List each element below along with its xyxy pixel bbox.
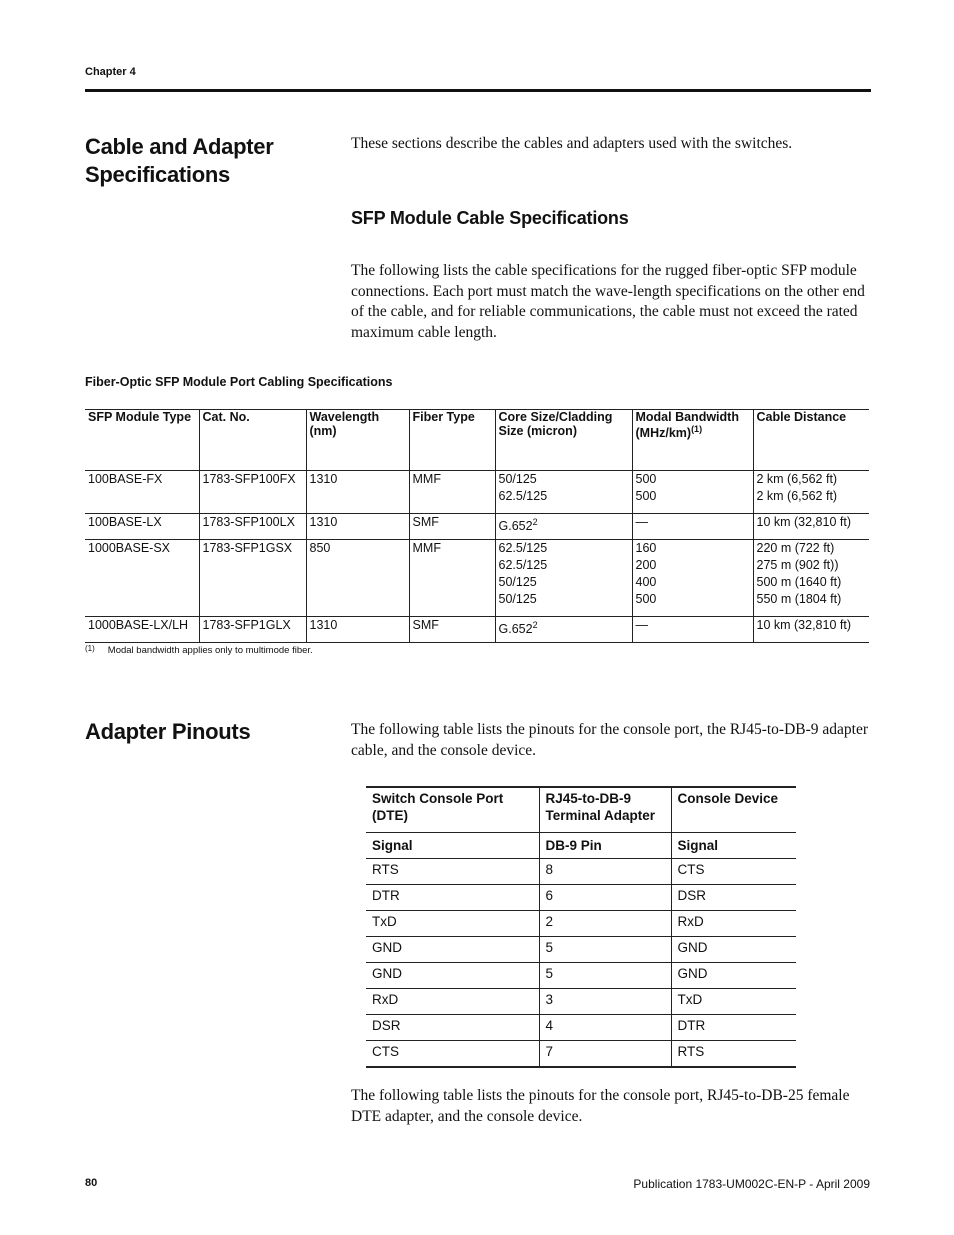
cell-line: 275 m (902 ft)): [756, 558, 839, 572]
table-cell: TxD: [366, 911, 539, 937]
cell-line: 50/125: [498, 575, 537, 589]
table-cell: GND: [671, 937, 796, 963]
subheader-signal: Signal: [366, 833, 539, 859]
col-header-fiber-type: Fiber Type: [409, 410, 495, 471]
col-header-switch-console: Switch Console Port (DTE): [366, 787, 539, 833]
section-intro: These sections describe the cables and adapters used with the switches.: [351, 135, 793, 152]
table-cell: 1000BASE-LX/LH: [85, 617, 199, 643]
cell-line: 2 km (6,562 ft): [756, 472, 838, 486]
cell-line: 550 m (1804 ft): [756, 592, 842, 606]
cell-line: 400: [635, 575, 657, 589]
table-cell: DTR: [366, 885, 539, 911]
table-cell: [632, 514, 753, 540]
col-header-adapter: RJ45-to-DB-9 Terminal Adapter: [539, 787, 671, 833]
header-rule: [85, 89, 871, 92]
pinout-header-row: [366, 787, 796, 833]
col-header-sfp-type: SFP Module Type: [85, 410, 199, 471]
subheader-db9-pin: DB-9 Pin: [539, 833, 671, 859]
sfp-table-header-row: [85, 410, 869, 471]
col-header-core-size: Core Size/Cladding Size (micron): [495, 410, 632, 471]
table-cell: 1310: [306, 471, 409, 514]
cell-line: 500: [635, 472, 657, 486]
section-title-adapter-pinouts: Adapter Pinouts: [85, 719, 251, 744]
table-cell: SMF: [409, 514, 495, 540]
table-row: [366, 911, 796, 937]
table-cell: [632, 471, 753, 514]
section-title-cable-adapter: Cable and Adapter Specifications: [85, 134, 274, 187]
table-cell: 1310: [306, 617, 409, 643]
cell-line: 500 m (1640 ft): [756, 575, 842, 589]
table-row: [366, 1041, 796, 1068]
table-cell: 1000BASE-SX: [85, 540, 199, 617]
db25-paragraph: The following table lists the pinouts for the console port, RJ45-to-DB-25 female DTE adapter, and the console device.: [351, 1087, 850, 1125]
table-cell: RTS: [671, 1041, 796, 1068]
table-cell: 3: [539, 989, 671, 1015]
db9-pinout-table: [366, 786, 796, 1068]
table-cell: CTS: [366, 1041, 539, 1068]
cell-line: 500: [635, 489, 657, 503]
table-cell: RxD: [366, 989, 539, 1015]
table-cell: GND: [366, 937, 539, 963]
footnote-ref: 2: [532, 517, 538, 527]
cell-line: 200: [635, 558, 657, 572]
table-cell: RTS: [366, 859, 539, 885]
table-cell: 1783-SFP100FX: [199, 471, 306, 514]
table-row: [85, 540, 869, 617]
cell-line: —: [635, 515, 648, 529]
subsection-title-sfp: SFP Module Cable Specifications: [351, 208, 629, 228]
table-cell: SMF: [409, 617, 495, 643]
table-row: [366, 1015, 796, 1041]
adapter-paragraph: The following table lists the pinouts for the console port, the RJ45-to-DB-9 adapter cable, and the console device.: [351, 721, 868, 759]
cell-line: 500: [635, 592, 657, 606]
cell-line: 50/125: [498, 472, 537, 486]
table-cell: [753, 471, 869, 514]
table-cell: 5: [539, 963, 671, 989]
table-cell: 1783-SFP1GSX: [199, 540, 306, 617]
table-cell: DTR: [671, 1015, 796, 1041]
table-cell: 7: [539, 1041, 671, 1068]
cell-line: 62.5/125: [498, 489, 548, 503]
publication-id: Publication 1783-UM002C-EN-P - April 2009: [633, 1177, 870, 1191]
table-cell: 1783-SFP100LX: [199, 514, 306, 540]
table-row: [366, 937, 796, 963]
table-cell: MMF: [409, 540, 495, 617]
cell-line: G.652: [498, 519, 533, 534]
table-footnote: [85, 645, 313, 656]
table-row: [366, 885, 796, 911]
table-cell: CTS: [671, 859, 796, 885]
table-cell: MMF: [409, 471, 495, 514]
cell-line: 50/125: [498, 592, 537, 606]
table-row: [366, 859, 796, 885]
table-cell: 1310: [306, 514, 409, 540]
table-cell: 100BASE-LX: [85, 514, 199, 540]
modal-bandwidth-label: Modal Bandwidth (MHz/km): [635, 410, 739, 441]
cell-line: 160: [635, 541, 657, 555]
col-header-cable-distance: Cable Distance: [753, 410, 869, 471]
footnote-mark: (1): [85, 644, 95, 653]
table-cell: [495, 514, 632, 540]
table-cell: [495, 617, 632, 643]
table-cell: 8: [539, 859, 671, 885]
table-cell: DSR: [671, 885, 796, 911]
table-cell: [495, 540, 632, 617]
col-header-wavelength: Wavelength (nm): [306, 410, 409, 471]
page-number: 80: [85, 1177, 98, 1189]
sfp-paragraph: The following lists the cable specifications for the rugged fiber-optic SFP module connections. Each port must match the wave-length specifications on the other end of the cable, and for reliable communications, the cable must not exceed the rated maximum cable length.: [351, 262, 865, 341]
table-cell: [632, 617, 753, 643]
table-cell: [495, 471, 632, 514]
col-header-modal-bandwidth: [632, 410, 753, 471]
table-cell: DSR: [366, 1015, 539, 1041]
col-header-cat-no: Cat. No.: [199, 410, 306, 471]
table-cell: 5: [539, 937, 671, 963]
table-cell: GND: [366, 963, 539, 989]
cell-line: 62.5/125: [498, 558, 548, 572]
table-cell: [632, 540, 753, 617]
cell-line: 10 km (32,810 ft): [756, 515, 851, 529]
sfp-table-title: Fiber-Optic SFP Module Port Cabling Specifications: [85, 375, 393, 389]
table-cell: 2: [539, 911, 671, 937]
table-cell: 1783-SFP1GLX: [199, 617, 306, 643]
table-cell: GND: [671, 963, 796, 989]
sfp-cabling-table: [85, 409, 869, 643]
cell-line: 2 km (6,562 ft): [756, 489, 838, 503]
cell-line: 220 m (722 ft): [756, 541, 835, 555]
table-cell: [753, 514, 869, 540]
footnote-ref: (1): [691, 424, 703, 434]
footnote-text: Modal bandwidth applies only to multimode fiber.: [107, 645, 313, 656]
table-cell: 6: [539, 885, 671, 911]
table-cell: 4: [539, 1015, 671, 1041]
cell-line: 10 km (32,810 ft): [756, 618, 851, 632]
table-row: [85, 514, 869, 540]
chapter-label: Chapter 4: [85, 66, 136, 78]
footnote-ref: 2: [532, 620, 538, 630]
cell-line: —: [635, 618, 648, 632]
subheader-signal-device: Signal: [671, 833, 796, 859]
table-row: [85, 471, 869, 514]
table-cell: 850: [306, 540, 409, 617]
col-header-console-device: Console Device: [671, 787, 796, 833]
cell-line: G.652: [498, 622, 533, 637]
table-row: [85, 617, 869, 643]
cell-line: 62.5/125: [498, 541, 548, 555]
table-cell: TxD: [671, 989, 796, 1015]
pinout-subheader-row: [366, 833, 796, 859]
table-cell: RxD: [671, 911, 796, 937]
table-cell: [753, 540, 869, 617]
table-cell: 100BASE-FX: [85, 471, 199, 514]
table-row: [366, 989, 796, 1015]
table-cell: [753, 617, 869, 643]
table-row: [366, 963, 796, 989]
